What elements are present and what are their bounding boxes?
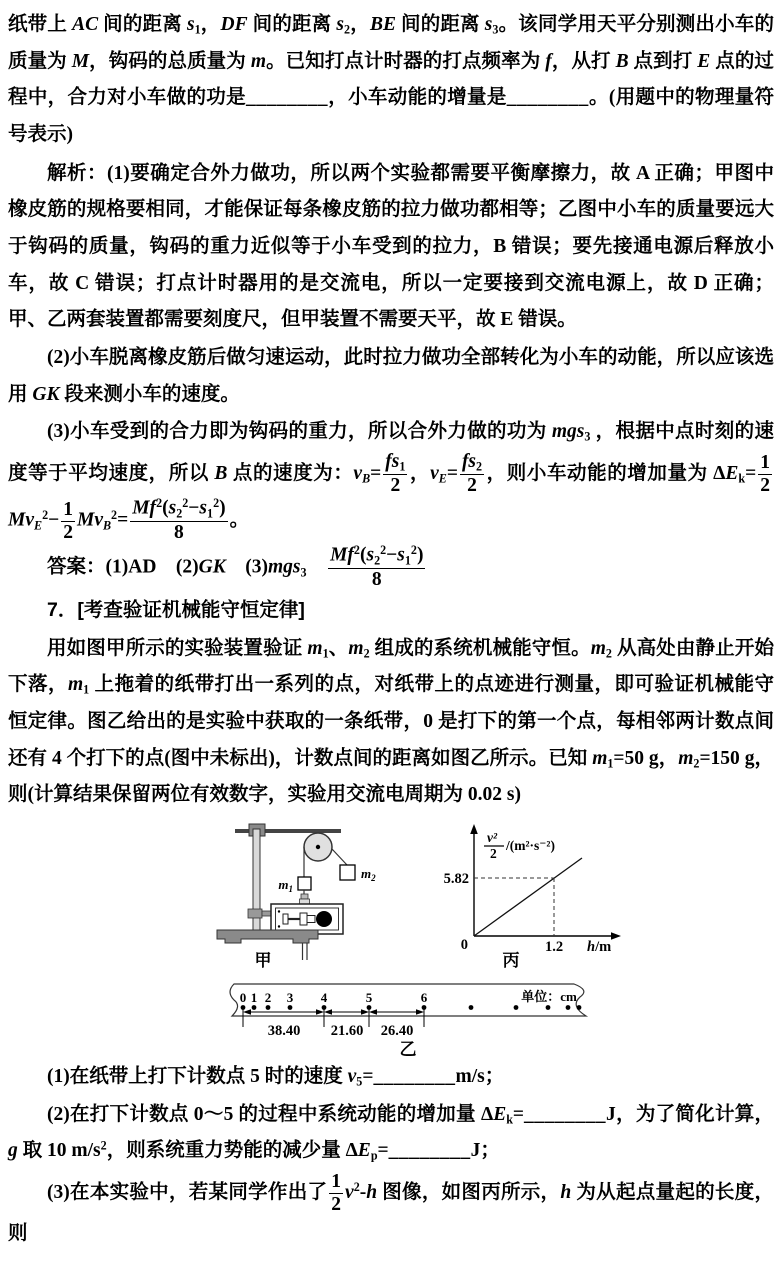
weight-m1 (298, 877, 311, 890)
paragraph-continuation-stem: 纸带上 AC 间的距离 s1，DF 间的距离 s2，BE 间的距离 s3。该同学用天平分别测出小车的质量为 M，钩码的总质量为 m。已知打点计时器的打点频率为 f，从打 B 点到打 E 点的过程中，合力对小车做的功是________，小车动能的增量是________。(用题中的物理量符号表示) (8, 14, 774, 145)
stand-base (217, 930, 318, 943)
y-axis-arrow (470, 824, 478, 834)
unit-label: 单位：cm (521, 989, 577, 1005)
figure-graph (426, 820, 631, 968)
question-7-stem: 用如图甲所示的实验装置验证 m1、m2 组成的系统机械能守恒。m2 从高处由静止开始下落，m1 上拖着的纸带打出一系列的点，对纸带上的点迹进行测量，即可验证机械能守恒定律。图乙给出的是实验中获取的一条纸带，0 是打下的第一个点，每相邻两计数点间还有 4 个打下的点(图中未标出)，计数点间的距离如图乙所示。已知 m1=50 g，m2=150 g，则(计算结果保留两位有效数字，实验用交流电周期为 0.02 s) (8, 637, 774, 806)
x-tick-label: 1.2 (544, 939, 564, 956)
weight-m2 (340, 865, 355, 880)
inline-fraction: $\frac{fs1}{2}$ (385, 450, 406, 497)
m1-label: $m_1$ (278, 877, 293, 895)
y-tick-label: 5.82 (443, 871, 469, 888)
inline-fraction: $\frac{Mf^2(s2^2-s1^2)}{8}$ (132, 495, 226, 543)
caption-yi: 乙 (399, 1040, 417, 1059)
distance-label-4-5: 21.60 (330, 1023, 364, 1040)
inline-fraction: $\frac{1}{2}$ (760, 452, 770, 497)
figure-tape (218, 970, 598, 1058)
timer-drum (316, 911, 332, 927)
m2-label: $m_2$ (361, 866, 376, 884)
dot-label-6: 6 (420, 990, 428, 1006)
inline-fraction: $\frac{1}{2}$ (63, 498, 73, 543)
dot-label-0: 0 (239, 990, 247, 1006)
timer-screw-top (278, 910, 280, 912)
x-axis-arrow (611, 932, 621, 940)
pulley-axle (316, 845, 320, 849)
x-axis-label: h/m (587, 939, 612, 956)
inline-fraction: $\frac{1}{2}$ (331, 1171, 342, 1215)
data-line (474, 858, 582, 936)
dot-label-4: 4 (320, 990, 328, 1006)
paragraph-answer: 答案：(1)AD (2)GK (3)mgs3 $\frac{Mf^2(s2^2-s1^2)}{8}$ (47, 543, 424, 591)
distance-label-0-4: 38.40 (267, 1023, 301, 1040)
figure-apparatus (205, 820, 400, 968)
tape-figure-row (42, 970, 774, 1058)
origin-label: 0 (460, 937, 468, 954)
timer-screw-bottom (278, 925, 280, 927)
dot-label-1: 1 (250, 990, 258, 1006)
answer-blank: ________ (506, 87, 589, 109)
answer-blank: ________ (524, 1103, 607, 1125)
caption-bing: 丙 (502, 951, 520, 969)
answer-blank: ________ (388, 1140, 471, 1162)
question-7-sub1: (1)在纸带上打下计数点 5 时的速度 v5=________m/s； (47, 1066, 505, 1089)
dot-label-3: 3 (286, 990, 294, 1006)
dot-label-2: 2 (264, 990, 272, 1006)
y-axis-label-units: /(m²·s⁻²) (506, 838, 555, 854)
distance-label-5-6: 26.40 (380, 1023, 414, 1040)
inline-fraction: $\frac{fs2}{2}$ (461, 450, 483, 497)
paragraph-analysis-2: (2)小车脱离橡皮筋后做匀速运动，此时拉力做功全部转化为小车的动能，所以应该选用 GK 段来测小车的速度。 (8, 346, 774, 405)
answer-blank: ________ (245, 87, 328, 109)
timer-part-4 (307, 916, 315, 923)
y-axis-label-numerator: v² (487, 830, 498, 846)
mid-clamp (248, 909, 262, 918)
y-axis-label-denominator: 2 (490, 846, 497, 862)
timer-part-1 (283, 914, 288, 924)
timer-part-3 (300, 913, 307, 925)
figure-row (62, 820, 774, 968)
inline-fraction: $\frac{Mf^2(s2^2-s1^2)}{8}$ (330, 543, 424, 591)
question-7-sub3: (3)在本实验中，若某同学作出了 $\frac{1}{2}$ $v^2-h$ 图像，如图丙所示，h 为从起点量起的长度，则 (8, 1171, 774, 1244)
paragraph-analysis-1: 解析：(1)要确定合外力做功，所以两个实验都需要平衡摩擦力，故 A 正确；甲图中橡皮筋的规格要相同，才能保证每条橡皮筋的拉力做功都相等；乙图中小车的质量要远大于钩码的质量，钩码的重力近似等于小车受到的拉力，B 错误；要先接通电源后释放小车，故 C 错误；打点计时器用的是交流电，所以一定要接到交流电源上，故 D 正确；甲、乙两套装置都需要刻度尺，但甲装置不需要天平，故 E 错误。 (8, 161, 774, 331)
paragraph-analysis-3: (3)小车受到的合力即为钩码的重力，所以合外力做的功为 mgs3 ，根据中点时刻的速度等于平均速度，所以 B 点的速度为：vB= $\frac{fs1}{2}$ ，vE= $\frac{fs2}{2}$ ，则小车动能的增加量为 ΔEk= $\frac{1}{2}$ MvE$^2$− $\frac{1}{2}$ MvB$^2$= $\frac{Mf^2(s2^2-s1^2)}{8}$ 。 (8, 421, 774, 543)
answer-blank: ________ (373, 1066, 456, 1088)
question-7-sub2: (2)在打下计数点 0～5 的过程中系统动能的增加量 ΔEk=________J，为了简化计算，g 取 10 $m/s^2$，则系统重力势能的减少量 ΔEp=________J； (8, 1103, 774, 1163)
string-right (332, 849, 347, 865)
dot-label-5: 5 (365, 990, 373, 1006)
caption-jia: 甲 (254, 951, 272, 969)
question-7-heading: 7．[考查验证机械能守恒定律] (47, 599, 305, 622)
tape-clip (301, 894, 308, 899)
